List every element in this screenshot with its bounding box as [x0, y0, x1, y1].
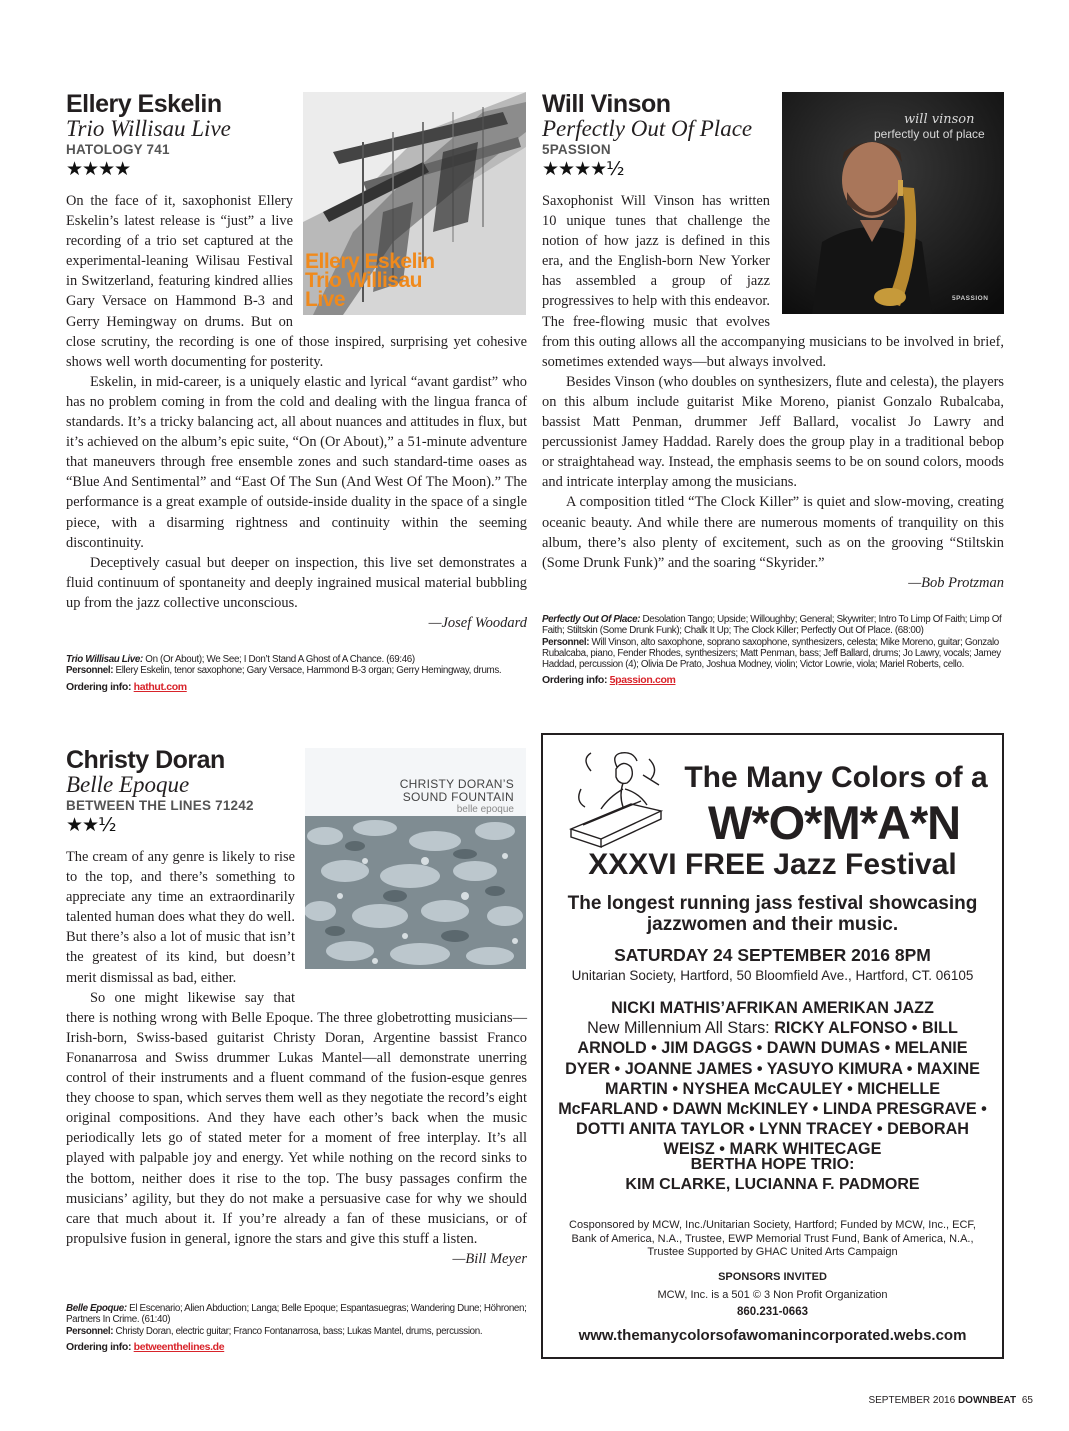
trio-title: BERTHA HOPE TRIO: — [690, 1156, 855, 1173]
review-body-eskelin — [66, 191, 527, 633]
cover-album: perfectly out of place — [874, 127, 985, 141]
footer-date: SEPTEMBER 2016 — [868, 1395, 956, 1406]
personnel-list: Will Vinson, alto saxophone, soprano saxophone, synthesizers, celesta; Mike Moreno, guitar; Gonzalo Rubalcaba, piano, Fender Rhodes, synthesizers; Matt Penman, bass; Jeff Ballard, drums; Jo Lawry, vocals; Jamey Haddad, percussion (4); Olivia De Prato, Joshua Modney, violin; Victor Lowrie, viola; Mariel Roberts, cello. — [542, 636, 1001, 671]
ad-venue: Unitarian Society, Hartford, 50 Bloomfield Ave., Hartford, CT. 06105 — [571, 968, 974, 983]
cover-artist: Ellery Eskelin — [305, 250, 435, 273]
tracks-heading: Perfectly Out Of Place: — [542, 614, 641, 625]
ordering-link[interactable]: betweenthelines.de — [133, 1340, 225, 1353]
paragraph: Eskelin, in mid-career, is a uniquely elastic and lyrical “avant gardist” who has no problem coming in from the cold and dealing with the lingua franca of standards. It’s a tricky balancing act, all about nuances and attitudes in flux, but it’s achieved on the album’s epic suite, “On (Or About),” a 51-minute adventure that maneuvers through free ensemble zones and such standard-time oases as “Blue And Sentimental” and “East Of The Sun (And West Of The Moon).” The performance is a great example of outside-inside duality in the space of a single piece, with a disarming rightness and continuity within the seeming discontinuity. — [66, 373, 527, 551]
ad-website-link[interactable]: www.themanycolorsofawomanincorporated.webs.com — [578, 1327, 967, 1344]
personnel-heading: Personnel: — [66, 665, 114, 677]
ad-headline-1: The Many Colors of a — [684, 761, 988, 794]
cover-artist: CHRISTY DORAN’S — [399, 777, 514, 791]
ordering-label: Ordering info: — [66, 1340, 132, 1353]
ad-sponsors: Cosponsored by MCW, Inc./Unitarian Society, Hartford; Funded by MCW, Inc., ECF, Bank of America, N.A., Trustee, EWP Memorial Trust Fund, Bank of America, N.A., Trustee Supported by GHAC United Arts Campaign — [569, 1219, 976, 1258]
byline: —Josef Woodard — [428, 614, 527, 631]
ad-headline-3: XXXVI FREE Jazz Festival — [588, 848, 957, 881]
ordering-link[interactable]: 5passion.com — [609, 674, 676, 687]
ad-sponsors-invited: SPONSORS INVITED — [718, 1271, 827, 1283]
tracks-heading: Belle Epoque: — [66, 1303, 127, 1314]
ad-trio — [543, 1155, 1002, 1195]
star-rating: ★★★★ — [66, 158, 131, 180]
cover-band: SOUND FOUNTAIN — [402, 790, 514, 804]
byline: —Bob Protzman — [908, 574, 1004, 591]
footer-magazine: DOWNBEAT — [957, 1395, 1017, 1406]
paragraph: Saxophonist Will Vinson has written 10 unique tunes that challenge the notion of how jazz is defined in this era, and the English-born New Yorker has assembled a group of jazz progressives to help with this endeavor. The free-flowing music that evolves from this outing allows all the accompanying musicians to be involved in brief, sometimes extended ways—but always involved. — [542, 193, 1004, 370]
album-notes-eskelin — [66, 654, 527, 694]
ad-nonprofit: MCW, Inc. is a 501 © 3 Non Profit Organization — [657, 1289, 888, 1301]
lineup-names: RICKY ALFONSO • BILL ARNOLD • JIM DAGGS • DAWN DUMAS • MELANIE DYER • JOANNE JAMES • YASUYO KIMURA • MAXINE MARTIN • NYSHEA McCAULEY • MICHELLE McFARLAND • DAWN McKINLEY • LINDA PRESGRAVE • DOTTI ANITA TAYLOR • LYNN TRACEY • DEBORAH WEISZ • MARK WHITECAGE — [558, 1019, 987, 1159]
ordering-link[interactable]: hathut.com — [133, 680, 187, 693]
album-title: Belle Epoque — [66, 772, 190, 797]
review-body-doran — [66, 847, 527, 1269]
cover-album: belle epoque — [456, 804, 514, 815]
personnel-list: Christy Doran, electric guitar; Franco Fontanarrosa, bass; Lukas Mantel, drums, percussion. — [115, 1325, 483, 1337]
artist-name: Ellery Eskelin — [66, 90, 222, 118]
paragraph: Besides Vinson (who doubles on synthesizers, flute and celesta), the players on this album include guitarist Mike Moreno, pianist Gonzalo Rubalcaba, bassist Matt Penman, drummer Jeff Ballard, vocalist Jo Lawry and percussionist Jamey Haddad. Rarely does the group play in a traditional bebop or straightahead way. Instead, the emphasis seems to be on sound colors, moods and intricate interplay among the musicians. — [542, 373, 1004, 491]
festival-advertisement — [541, 733, 1004, 1359]
album-notes-doran — [66, 1303, 527, 1354]
ad-tagline: The longest running jass festival showcasing jazzwomen and their music. — [567, 893, 978, 935]
cover-subtitle: Live — [305, 288, 346, 311]
byline: —Bill Meyer — [452, 1250, 527, 1267]
lineup-head: NICKI MATHIS’AFRIKAN AMERIKAN JAZZ — [611, 999, 934, 1017]
pianist-illustration-icon — [561, 749, 673, 849]
record-label: 5PASSION — [542, 142, 611, 157]
ad-lineup — [557, 998, 988, 1160]
tracks-heading: Trio Willisau Live: — [66, 654, 143, 665]
album-title: Trio Willisau Live — [66, 116, 231, 141]
ordering-label: Ordering info: — [542, 674, 608, 687]
lineup-intro: New Millennium All Stars: — [587, 1019, 770, 1038]
ad-date: SATURDAY 24 SEPTEMBER 2016 8PM — [614, 945, 931, 965]
personnel-list: Ellery Eskelin, tenor saxophone; Gary Versace, Hammond B-3 organ; Gerry Hemingway, drums. — [115, 665, 502, 677]
record-label: BETWEEN THE LINES 71242 — [66, 798, 254, 813]
album-title: Perfectly Out Of Place — [542, 116, 753, 141]
paragraph: On the face of it, saxophonist Ellery Eskelin’s latest release is “just” a live recording of a trio set captured at the experimental-leaning Wilisau Festival in Switzerland, featuring kindred allies Gary Versace on Hammond B-3 and Gerry Hemingway on drums. But on close scrutiny, the recording is one of those inspired, surprising yet cohesive shows well worth documenting for posterity. — [66, 193, 527, 370]
track-list: Desolation Tango; Upside; Willoughby; General; Skywriter; Intro To Limp Of Faith; Limp Of Faith; Stiltskin (Some Drunk Funk); Chalk It Up; The Clock Killer; Perfectly Out Of Place. (68:00) — [542, 614, 1002, 637]
cover-label: 5PASSION — [952, 295, 989, 302]
footer-page-number: 65 — [1021, 1395, 1033, 1406]
ad-phone: 860.231-0663 — [737, 1306, 808, 1318]
ordering-label: Ordering info: — [66, 680, 132, 693]
page-footer — [868, 1395, 1033, 1407]
cover-artist: will vinson — [904, 112, 975, 127]
track-list: On (Or About); We See; I Don’t Stand A Ghost of A Chance. (69:46) — [145, 654, 415, 665]
paragraph: Deceptively casual but deeper on inspection, this live set demonstrates a fluid continuum of spontaneity and deeply ingrained musical material bubbling up from the jazz collective unconscious. — [66, 554, 527, 611]
artist-name: Will Vinson — [542, 90, 671, 118]
cover-album: Trio Willisau — [305, 269, 422, 292]
record-label: HATOLOGY 741 — [66, 142, 170, 157]
review-body-vinson — [542, 191, 1004, 593]
track-list: El Escenario; Alien Abduction; Langa; Belle Epoque; Espantasuegras; Wandering Dune; Höhronen; Partners In Crime. (61:40) — [66, 1303, 527, 1326]
trio-members: KIM CLARKE, LUCIANNA F. PADMORE — [625, 1176, 920, 1193]
paragraph: A composition titled “The Clock Killer” is quiet and slow-moving, creating oceanic beauty. And while there are numerous moments of tranquility on this album, there’s also plenty of excitement, such as on the grooving “Stiltskin (Some Drunk Funk)” and the soaring “Skyrider.” — [542, 494, 1004, 571]
personnel-heading: Personnel: — [66, 1325, 114, 1337]
paragraph: So one might likewise say that there is nothing wrong with Belle Epoque. The three globetrotting musicians—Irish-born, Swiss-based guitarist Christy Doran, Argentine bassist Franco Fonanarrosa and Swiss drummer Lukas Mantel—all demonstrate unerring control of their instruments and a fluent command of the fusion-esque genres they choose to span, which serves them well as they negotiate the record’s eight original compositions. And they have each other’s back when the music periodically lets go of stated meter for a moment of free interplay. It’s all played with palpable joy and energy. Yet while nothing on the record sinks to the bottom, neither does it rise to the top. The busy passages confirm the musicians’ agility, but they do not make a persuasive case for why we should care that much about it. If you’re already a fan of these musicians, or of propulsive fusion in general, ignore the stars and give this stuff a listen. — [66, 989, 527, 1247]
artist-name: Christy Doran — [66, 746, 225, 774]
album-notes-vinson — [542, 614, 1004, 687]
personnel-heading: Personnel: — [542, 636, 590, 648]
star-rating: ★★★★½ — [542, 158, 624, 180]
paragraph: The cream of any genre is likely to rise to the top, and there’s something to appreciate any time an extraordinarily talented human does what they do well. But there’s also a lot of music that isn’t the greatest of its kind, but doesn’t merit dismissal as bad, either. — [66, 849, 295, 986]
star-rating: ★★½ — [66, 814, 116, 836]
ad-headline-2: W*O*M*A*N — [707, 796, 961, 849]
